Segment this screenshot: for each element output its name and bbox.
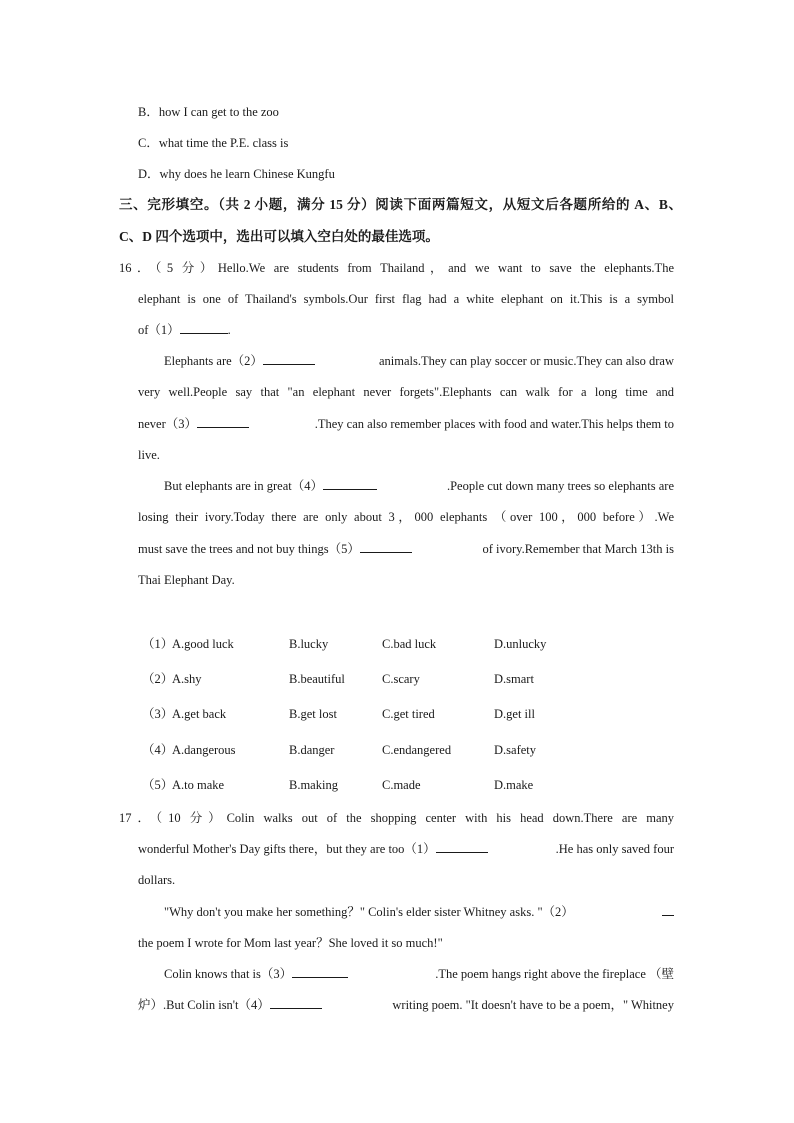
option-choice-b: B.get lost — [289, 707, 337, 721]
option-choice-a: A.shy — [172, 672, 202, 686]
q17-p1-line3: dollars. — [138, 873, 176, 887]
q16-p2-line1: Elephants are（2） animals.They can play soccer or music.They can also draw — [164, 354, 674, 368]
option-choice-d: D.safety — [494, 743, 536, 757]
section-3-heading: 三、完形填空。（共 2 小题，满分 15 分）阅读下面两篇短文，从短文后各题所给的 A、B、 — [119, 197, 682, 212]
blank-17-1 — [436, 841, 488, 853]
q16-p3-line3: must save the trees and not buy things（5） of ivory.Remember that March 13th is — [138, 542, 674, 556]
blank-16-4 — [323, 478, 377, 490]
q16-p3-line1: But elephants are in great（4） .People cut down many trees so elephants are — [164, 479, 674, 493]
q16-p1-line3: of（1） . — [138, 323, 231, 337]
blank-16-5 — [360, 541, 412, 553]
option-number: （4） — [142, 743, 174, 757]
option-choice-b: B.danger — [289, 743, 335, 757]
option-choice-c: C.endangered — [382, 743, 452, 757]
prev-option-c: C．what time the P.E. class is — [138, 136, 289, 150]
q17-p3-line1: Colin knows that is（3） .The poem hangs right above the fireplace （壁 — [164, 967, 674, 981]
option-choice-b: B.making — [289, 778, 338, 792]
option-choice-c: C.get tired — [382, 707, 435, 721]
prev-option-d: D．why does he learn Chinese Kungfu — [138, 167, 335, 181]
option-number: （1） — [142, 637, 174, 651]
q16-p1-line2: elephant is one of Thailand's symbols.Our first flag had a white elephant on it.This is a symbol — [138, 292, 674, 306]
blank-16-3 — [197, 416, 249, 428]
q17-p1-line1: 17．（10 分）Colin walks out of the shopping center with his head down.There are many — [119, 811, 674, 825]
option-choice-c: C.made — [382, 778, 421, 792]
option-choice-b: B.lucky — [289, 637, 329, 651]
option-choice-d: D.get ill — [494, 707, 535, 721]
option-choice-b: B.beautiful — [289, 672, 345, 686]
blank-16-1 — [180, 322, 228, 334]
option-choice-a: A.get back — [172, 707, 227, 721]
q16-p1-line1: 16．（5 分）Hello.We are students from Thailand，and we want to save the elephants.The — [119, 261, 674, 275]
option-choice-d: D.smart — [494, 672, 534, 686]
q16-p2-line3: never（3） .They can also remember places with food and water.This helps them to — [138, 417, 674, 431]
option-choice-d: D.unlucky — [494, 637, 547, 651]
option-choice-c: C.bad luck — [382, 637, 437, 651]
section-3-heading-cont: C、D 四个选项中，选出可以填入空白处的最佳选项。 — [119, 229, 439, 244]
option-number: （2） — [142, 672, 174, 686]
q17-p2-line2: the poem I wrote for Mom last year？She loved it so much!" — [138, 936, 443, 950]
blank-17-4 — [270, 997, 322, 1009]
blank-17-2 — [662, 904, 674, 916]
option-choice-a: A.to make — [172, 778, 225, 792]
q17-p1-line2: wonderful Mother's Day gifts there，but they are too（1） .He has only saved four — [138, 842, 674, 856]
q17-p2-line1: "Why don't you make her something？" Colin's elder sister Whitney asks. "（2） — [164, 904, 674, 920]
option-choice-c: C.scary — [382, 672, 420, 686]
option-number: （3） — [142, 707, 174, 721]
option-choice-a: A.dangerous — [172, 743, 236, 757]
q17-p3-line2: 炉）.But Colin isn't（4） writing poem. "It doesn't have to be a poem，" Whitney — [138, 998, 674, 1012]
option-choice-a: A.good luck — [172, 637, 234, 651]
blank-17-3 — [292, 966, 348, 978]
q16-p3-line2: losing their ivory.Today there are only about 3，000 elephants （over 100，000 before）.We — [138, 510, 674, 524]
q16-p2-line2: very well.People say that "an elephant never forgets".Elephants can walk for a long time and — [138, 385, 674, 399]
q16-p3-line4: Thai Elephant Day. — [138, 573, 235, 587]
option-number: （5） — [142, 778, 174, 792]
q16-p2-line4: live. — [138, 448, 160, 462]
option-choice-d: D.make — [494, 778, 534, 792]
blank-16-2 — [263, 353, 315, 365]
prev-option-b: B．how I can get to the zoo — [138, 105, 279, 119]
